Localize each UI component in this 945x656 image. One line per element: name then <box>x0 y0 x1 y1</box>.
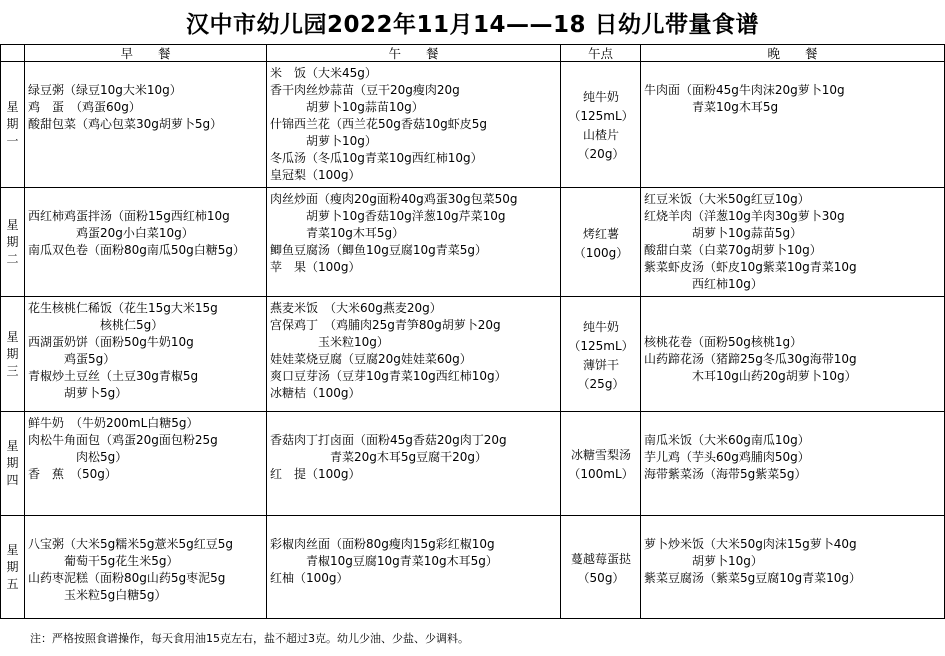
day-label-char: 期 <box>6 559 19 574</box>
dinner-item: 胡萝卜10g蒜苗5g） <box>644 226 803 240</box>
snack-cell <box>561 188 641 297</box>
day-row <box>1 62 945 188</box>
dinner-cell <box>641 516 945 619</box>
snack-item: 烤红薯 <box>582 226 619 241</box>
breakfast-item: 绿豆粥（绿豆10g大米10g） <box>28 83 182 97</box>
snack-item: （25g） <box>577 376 625 391</box>
day-label-char: 期 <box>6 346 19 361</box>
lunch-item: 米 饭（大米45g） <box>270 66 377 80</box>
snack-item: （50g） <box>577 570 625 585</box>
dinner-item <box>644 317 942 334</box>
lunch-item: 胡萝卜10g香菇10g洋葱10g芹菜10g <box>270 209 506 223</box>
day-label-char: 星 <box>6 542 19 557</box>
breakfast-item: 山药枣泥糕（面粉80g山药5g枣泥5g <box>28 571 226 585</box>
day-label <box>1 188 25 297</box>
lunch-item: 红 提（100g） <box>270 467 361 481</box>
breakfast-item: 肉松5g） <box>28 450 128 464</box>
dinner-item <box>644 65 942 82</box>
lunch-item: 宫保鸡丁 （鸡脯肉25g青笋80g胡萝卜20g <box>270 318 501 332</box>
dinner-cell <box>641 188 945 297</box>
snack-cell <box>561 62 641 188</box>
day-row <box>1 188 945 297</box>
lunch-item: 香干肉丝炒蒜苗（豆干20g瘦肉20g <box>270 83 460 97</box>
breakfast-cell <box>25 297 267 412</box>
day-row <box>1 412 945 516</box>
lunch-item: 爽口豆芽汤（豆芽10g青菜10g西红柿10g） <box>270 369 507 383</box>
day-label-char: 四 <box>6 473 19 487</box>
breakfast-item: 八宝粥（大米5g糯米5g薏米5g红豆5g <box>28 537 234 551</box>
breakfast-item: 花生核桃仁稀饭（花生15g大米15g <box>28 301 218 315</box>
dinner-item: 红豆米饭（大米50g红豆10g） <box>644 192 810 206</box>
snack-item: （125mL） <box>568 109 634 123</box>
dinner-item: 红烧羊肉（洋葱10g羊肉30g萝卜30g <box>644 209 845 223</box>
dinner-item: 紫菜虾皮汤（虾皮10g紫菜10g青菜10g <box>644 260 857 274</box>
lunch-item <box>270 519 558 536</box>
breakfast-item: 鸡蛋5g） <box>28 352 116 366</box>
lunch-item: 胡萝卜10g蒜苗10g） <box>270 100 424 114</box>
day-label-char: 期 <box>6 117 19 131</box>
lunch-item: 鲫鱼豆腐汤（鲫鱼10g豆腐10g青菜5g） <box>270 243 488 257</box>
breakfast-item: 香 蕉 （50g） <box>28 467 117 481</box>
dinner-cell <box>641 412 945 516</box>
lunch-item: 苹 果（100g） <box>270 260 361 274</box>
col-header-breakfast: 早 餐 <box>25 45 267 62</box>
lunch-item: 青菜20g木耳5g豆腐干20g） <box>270 450 488 464</box>
snack-item: （125mL） <box>568 338 634 353</box>
dinner-cell <box>641 297 945 412</box>
dinner-item <box>644 300 942 317</box>
snack-item: （100mL） <box>568 467 634 481</box>
lunch-item: 冬瓜汤（冬瓜10g青菜10g西红柿10g） <box>270 151 483 165</box>
lunch-item: 香菇肉丁打卤面（面粉45g香菇20g肉丁20g <box>270 433 507 447</box>
lunch-cell <box>267 297 561 412</box>
lunch-item: 红柚（100g） <box>270 571 349 585</box>
page-title: 汉中市幼儿园2022年11月14——18 日幼儿带量食谱 <box>185 12 760 38</box>
dinner-item: 西红柿10g） <box>644 277 763 291</box>
dinner-item: 酸甜白菜（白菜70g胡萝卜10g） <box>644 243 822 257</box>
header-row <box>1 45 945 62</box>
lunch-item: 肉丝炒面（瘦肉20g面粉40g鸡蛋30g包菜50g <box>270 192 518 206</box>
snack-item: 山楂片 <box>582 128 619 142</box>
snack-cell <box>561 297 641 412</box>
breakfast-item: 胡萝卜5g） <box>28 386 128 400</box>
breakfast-item: 青椒炒土豆丝（土豆30g青椒5g <box>28 369 199 383</box>
snack-cell <box>561 516 641 619</box>
breakfast-cell <box>25 516 267 619</box>
menu-table <box>0 44 945 619</box>
day-label-char: 星 <box>6 439 19 453</box>
day-row <box>1 297 945 412</box>
col-header-dinner: 晚 餐 <box>641 45 945 62</box>
breakfast-item: 玉米粒5g白糖5g） <box>28 588 167 602</box>
snack-item: 蔓越莓蛋挞 <box>570 551 631 566</box>
day-row <box>1 516 945 619</box>
breakfast-item: 鲜牛奶 （牛奶200mL白糖5g） <box>28 416 199 430</box>
lunch-cell <box>267 516 561 619</box>
dinner-item: 紫菜豆腐汤（紫菜5g豆腐10g青菜10g） <box>644 571 862 585</box>
snack-item: 纯牛奶 <box>582 90 619 104</box>
day-label-char: 期 <box>6 234 19 249</box>
lunch-item: 娃娃菜烧豆腐（豆腐20g娃娃菜60g） <box>270 352 472 366</box>
lunch-item <box>270 415 558 432</box>
lunch-item: 皇冠梨（100g） <box>270 168 361 182</box>
breakfast-item: 葡萄干5g花生米5g） <box>28 554 179 568</box>
breakfast-item: 南瓜双色卷（面粉80g南瓜50g白糖5g） <box>28 243 246 257</box>
dinner-item <box>644 415 942 432</box>
dinner-item: 南瓜米饭（大米60g南瓜10g） <box>644 433 810 447</box>
lunch-item: 燕麦米饭 （大米60g燕麦20g） <box>270 301 442 315</box>
breakfast-cell <box>25 62 267 188</box>
lunch-item: 青菜10g木耳5g） <box>270 226 405 240</box>
snack-item: （100g） <box>573 245 629 260</box>
breakfast-item <box>28 65 264 82</box>
dinner-item: 萝卜炒米饭（大米50g肉沫15g萝卜40g <box>644 537 857 551</box>
day-label-char: 一 <box>6 134 19 148</box>
snack-item: （20g） <box>577 147 625 161</box>
day-label <box>1 516 25 619</box>
dinner-item: 海带紫菜汤（海带5g紫菜5g） <box>644 467 807 481</box>
dinner-item <box>644 519 942 536</box>
lunch-cell <box>267 412 561 516</box>
dinner-item: 青菜10g木耳5g <box>644 100 779 114</box>
dinner-item: 胡萝卜10g） <box>644 554 763 568</box>
snack-item: 薄饼干 <box>582 357 619 372</box>
breakfast-cell <box>25 188 267 297</box>
day-label-char: 星 <box>6 100 19 114</box>
day-label <box>1 297 25 412</box>
lunch-item: 玉米粒10g） <box>270 335 389 349</box>
lunch-item: 什锦西兰花（西兰花50g香菇10g虾皮5g <box>270 117 488 131</box>
lunch-item: 彩椒肉丝面（面粉80g瘦肉15g彩红椒10g <box>270 537 495 551</box>
dinner-cell <box>641 62 945 188</box>
lunch-cell <box>267 62 561 188</box>
day-label <box>1 412 25 516</box>
lunch-cell <box>267 188 561 297</box>
dinner-item: 山药蹄花汤（猪蹄25g冬瓜30g海带10g <box>644 352 857 366</box>
breakfast-item: 酸甜包菜（鸡心包菜30g胡萝卜5g） <box>28 117 223 131</box>
day-label-char: 星 <box>6 329 19 344</box>
day-label-char: 二 <box>6 251 19 266</box>
breakfast-item: 鸡 蛋 （鸡蛋60g） <box>28 100 141 114</box>
dinner-item: 牛肉面（面粉45g牛肉沫20g萝卜10g <box>644 83 845 97</box>
dinner-item: 芋儿鸡（芋头60g鸡脯肉50g） <box>644 450 810 464</box>
breakfast-item: 西湖蛋奶饼（面粉50g牛奶10g <box>28 335 194 349</box>
day-label-char: 星 <box>6 217 19 232</box>
col-header-lunch: 午 餐 <box>267 45 561 62</box>
dinner-item: 核桃花卷（面粉50g核桃1g） <box>644 335 803 349</box>
footer-note: 注：严格按照食谱操作，每天食用油15克左右，盐不超过3克。幼儿少油、少盐、少调料。 <box>30 632 469 645</box>
breakfast-item: 鸡蛋20g小白菜10g） <box>28 226 194 240</box>
snack-cell <box>561 412 641 516</box>
breakfast-item: 肉松牛角面包（鸡蛋20g面包粉25g <box>28 433 218 447</box>
breakfast-item <box>28 191 264 208</box>
breakfast-item: 核桃仁5g） <box>28 318 164 332</box>
day-label-char: 三 <box>6 363 19 378</box>
lunch-item: 冰糖桔（100g） <box>270 386 361 400</box>
breakfast-cell <box>25 412 267 516</box>
day-label <box>1 62 25 188</box>
snack-item: 纯牛奶 <box>582 319 619 334</box>
snack-item: 冰糖雪梨汤 <box>570 448 631 462</box>
lunch-item: 青椒10g豆腐10g青菜10g木耳5g） <box>270 554 498 568</box>
corner-cell <box>1 45 25 62</box>
dinner-item: 木耳10g山药20g胡萝卜10g） <box>644 369 857 383</box>
col-header-snack: 午点 <box>561 45 641 62</box>
day-label-char: 五 <box>6 576 19 591</box>
day-label-char: 期 <box>6 456 19 470</box>
lunch-item: 胡萝卜10g） <box>270 134 377 148</box>
breakfast-item <box>28 519 264 536</box>
breakfast-item: 西红柿鸡蛋拌汤（面粉15g西红柿10g <box>28 209 230 223</box>
